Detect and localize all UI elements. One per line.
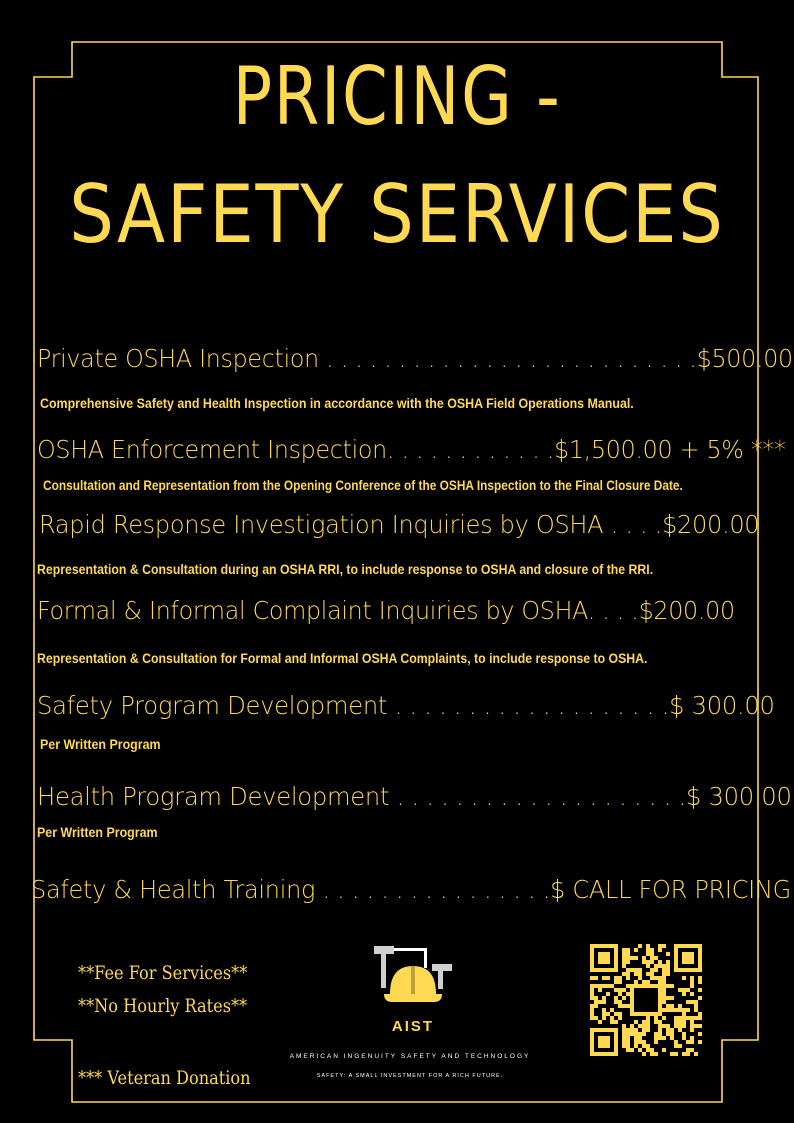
- title-line-1: PRICING -: [232, 50, 562, 143]
- brand-full-name: AMERICAN INGENUITY SAFETY AND TECHNOLOGY: [289, 1053, 531, 1060]
- service-description: Representation & Consultation during an OSHA RRI, to include response to OSHA and closure of the RRI.: [37, 562, 654, 577]
- service-name: OSHA Enforcement Inspection: [37, 435, 387, 464]
- leader-dots: . . . . . . . . . . . . . . . . . . .: [387, 691, 670, 720]
- service-description: Consultation and Representation from the Opening Conference of the OSHA Inspection to the Final Closure Date.: [43, 478, 683, 493]
- service-name: Safety & Health Training: [31, 875, 316, 904]
- service-price: $ 300.00: [685, 782, 792, 811]
- service-description: Per Written Program: [40, 737, 161, 752]
- qr-code-icon[interactable]: [590, 944, 702, 1056]
- service-row-enforcement-inspection: [37, 434, 786, 466]
- service-price: $ CALL FOR PRICING: [550, 875, 791, 904]
- service-name: Safety Program Development: [37, 691, 388, 720]
- note-no-hourly-rates: **No Hourly Rates**: [78, 995, 248, 1017]
- service-name: Private OSHA Inspection: [37, 344, 319, 373]
- note-veteran-donation: *** Veteran Donation: [78, 1067, 251, 1089]
- service-row-rapid-response: [39, 509, 759, 541]
- service-price: $200.00: [638, 596, 735, 625]
- service-row-training: [31, 874, 791, 906]
- service-description: Per Written Program: [37, 825, 158, 840]
- service-description: Representation & Consultation for Formal and Informal OSHA Complaints, to include response to OSHA.: [37, 651, 648, 666]
- service-row-health-program: [37, 781, 792, 813]
- service-row-complaint-inquiries: [37, 595, 735, 627]
- service-price: $ 300.00: [669, 691, 775, 720]
- leader-dots: . . . . . . . . . . . . . . . . . . . .: [389, 782, 686, 811]
- service-description: Comprehensive Safety and Health Inspection in accordance with the OSHA Field Operations Manual.: [40, 396, 634, 411]
- leader-dots: . . . .: [587, 596, 639, 625]
- leader-dots: . . . . . . . . . . . . . . . . . . . . . . . . . .: [318, 344, 697, 373]
- leader-dots: . . . . . . . . . . . . . . . .: [315, 875, 551, 904]
- service-name: Health Program Development: [37, 782, 390, 811]
- title-line-2: SAFETY SERVICES: [69, 168, 725, 261]
- brand-name: AIST: [391, 1018, 435, 1035]
- service-price: $500.00: [696, 344, 793, 373]
- service-name: Rapid Response Investigation Inquiries by OSHA: [39, 510, 604, 539]
- brand-tagline: SAFETY: A SMALL INVESTMENT FOR A RICH FUTURE.: [316, 1073, 504, 1079]
- service-row-private-inspection: [37, 343, 793, 375]
- service-name: Formal & Informal Complaint Inquiries by OSHA: [37, 596, 588, 625]
- service-row-safety-program: [37, 690, 775, 722]
- leader-dots: . . . . . . . . . . . .: [386, 435, 555, 464]
- leader-dots: . . . .: [603, 510, 663, 539]
- note-fee-for-services: **Fee For Services**: [78, 962, 248, 984]
- service-price: $1,500.00 + 5% ***: [554, 435, 786, 464]
- service-price: $200.00: [662, 510, 760, 539]
- hardhat-hammers-icon: [368, 942, 458, 1012]
